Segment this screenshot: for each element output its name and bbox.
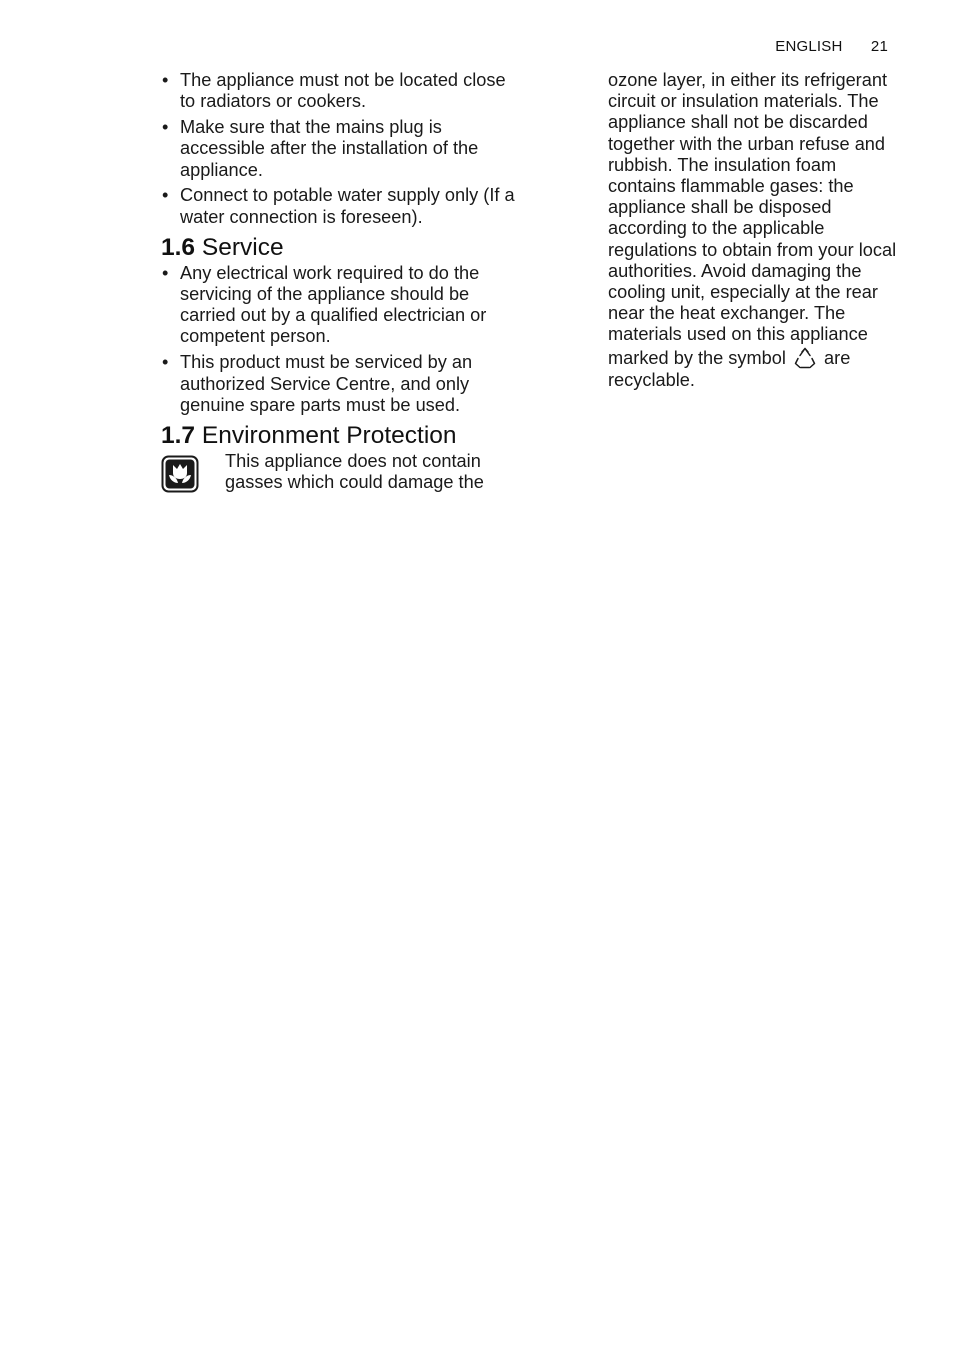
environment-intro: This appliance does not contain gasses which could damage the bbox=[225, 450, 484, 492]
bullet-text: Make sure that the mains plug is accessible after the installation of the appliance. bbox=[180, 117, 479, 180]
top-bullet-list bbox=[161, 70, 517, 228]
recycle-icon bbox=[793, 346, 817, 370]
section-title: Environment Protection bbox=[201, 421, 457, 449]
bullet-text: Any electrical work required to do the servicing of the appliance should be carried out by a qualified electrician or competent person. bbox=[180, 262, 487, 347]
page-number: 21 bbox=[870, 38, 888, 55]
environment-note bbox=[161, 451, 517, 511]
bullet-text: The appliance must not be located close to radiators or cookers. bbox=[180, 70, 506, 112]
environment-flower-icon bbox=[161, 455, 199, 493]
bullet-text: Connect to potable water supply only (If a water connection is foreseen). bbox=[180, 185, 515, 227]
environment-body-end: are recyclable. bbox=[608, 347, 851, 390]
list-item: • Make sure that the mains plug is accessible after the installation of the appliance. bbox=[162, 117, 479, 180]
environment-body: ozone layer, in either its refrigerant circuit or insulation materials. The appliance shall not be discarded together with the urban refuse and rubbish. The insulation foam contains flammable gases: the appliance shall be disposed according to the applicable regulations to obtain from your local authorities. Avoid damaging the cooling unit, especially at the rear near the heat exchanger. The materials used on this appliance marked by the symbol bbox=[608, 70, 897, 368]
section-number: 1.7 bbox=[161, 421, 196, 449]
list-item: • Connect to potable water supply only (If a water connection is foreseen). bbox=[162, 185, 515, 227]
left-column bbox=[161, 70, 517, 511]
environment-heading bbox=[161, 421, 517, 451]
header-language: ENGLISH bbox=[775, 38, 843, 55]
service-bullet-list bbox=[161, 263, 517, 417]
environment-continued-text bbox=[608, 70, 900, 391]
bullet-text: This product must be serviced by an authorized Service Centre, and only genuine spare parts must be used. bbox=[180, 352, 473, 415]
list-item: • This product must be serviced by an authorized Service Centre, and only genuine spare parts must be used. bbox=[162, 352, 473, 415]
section-title: Service bbox=[201, 233, 284, 261]
right-column bbox=[608, 70, 900, 391]
page-header bbox=[775, 38, 888, 55]
list-item: • Any electrical work required to do the servicing of the appliance should be carried out by a qualified electrician or competent person. bbox=[162, 262, 487, 347]
list-item: • The appliance must not be located close to radiators or cookers. bbox=[162, 70, 506, 112]
service-heading bbox=[161, 233, 517, 263]
section-number: 1.6 bbox=[161, 233, 196, 261]
